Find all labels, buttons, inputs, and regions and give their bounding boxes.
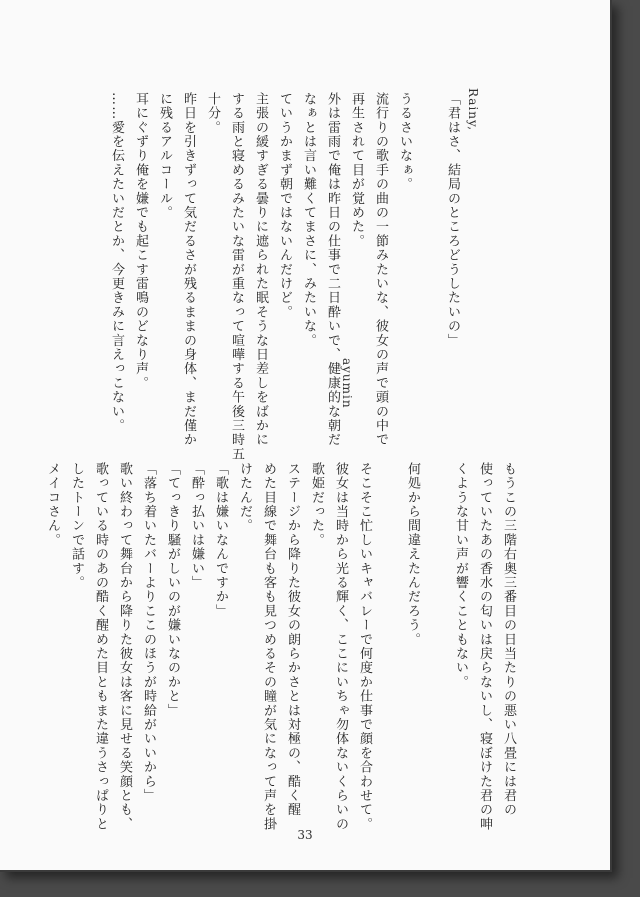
text-line (416, 92, 440, 422)
text-line: ステージから降りた彼女の朗らかさとは対極の、酷く醒 (285, 462, 300, 817)
author-name: ayumin (340, 358, 354, 409)
page-number: 33 (297, 828, 313, 842)
text-line: 耳にぐずり俺を嫌でも起こす雷鳴のどなり声。 (133, 92, 148, 391)
text-line: うるさいなぁ。 (397, 92, 412, 192)
text-line: そこそこ忙しいキャバレーで何度か仕事で顔を合わせて。 (357, 462, 372, 832)
text-line: 「酔っ払いは嫌い」 (189, 462, 204, 590)
text-line: メイコさん。 (45, 462, 60, 548)
text-line: 外は雷雨で俺は昨日の仕事で二日酔いで、健康的な朝だ (325, 92, 340, 447)
text-line: する雨と寝めるみたいな雷が重なって喧嘩する午後三時五 (229, 92, 244, 462)
text-line: めた目線で舞台も客も見つめるその瞳が気になって声を掛 (261, 462, 276, 832)
text-line: けたんだ。 (237, 462, 252, 533)
text-line: もうこの三階右奥三番目の日当たりの悪い八畳には君の (501, 462, 516, 817)
text-line (376, 462, 400, 802)
text-line: 昨日を引きずって気だるさが残るままの身体、まだ僅か (181, 92, 196, 447)
text-line: 流行りの歌手の曲の一節みたいな、彼女の声で頭の中で (373, 92, 388, 447)
text-line: 使っていたあの香水の匂いは戻らないし、寝ぼけた君の呻 (477, 462, 492, 832)
text-line: 彼女は当時から光る輝く、ここにいちゃ勿体ないくらいの (333, 462, 348, 832)
text-line: 歌い終わって舞台から降りた彼女は客に見せる笑顔とも、 (117, 462, 132, 832)
text-line: 歌姫だった。 (309, 462, 324, 548)
text-line: に残るアルコール。 (157, 92, 172, 220)
text-line: 再生されて目が覚めた。 (349, 92, 364, 249)
text-line: 「てっきり騒がしいのが嫌いなのかと」 (165, 462, 180, 718)
text-line (424, 462, 448, 802)
text-line: 何処から間違えたんだろう。 (405, 462, 420, 647)
lower-text-block (45, 462, 520, 832)
text-line: 歌っている時のあの酷く醒めた目ともまた違うさっぱりと (93, 462, 108, 832)
story-title: Rainy, (466, 88, 480, 132)
text-line: なぁとは言い難くてまさに、みたいな。 (301, 92, 316, 348)
text-line: 「落ち着いたバーよりここのほうが時給がいいから」 (141, 462, 156, 803)
text-line: したトーンで話す。 (69, 462, 84, 590)
text-line: ……愛を伝えたいだとか、今更きみに言えっこない。 (109, 92, 124, 433)
text-line: 主張の緩すぎる曇りに遮られた眠そうな日差しをばかに (253, 92, 268, 447)
upper-text-block (104, 92, 464, 462)
text-line: ていうかまず朝ではないんだけど。 (277, 92, 292, 320)
text-line: くような甘い声が響くこともない。 (453, 462, 468, 690)
text-line: 「君はさ、結局のところどうしたいの」 (445, 92, 460, 348)
text-line: 「歌は嫌いなんですか」 (213, 462, 228, 619)
text-line: 十分。 (205, 92, 220, 135)
